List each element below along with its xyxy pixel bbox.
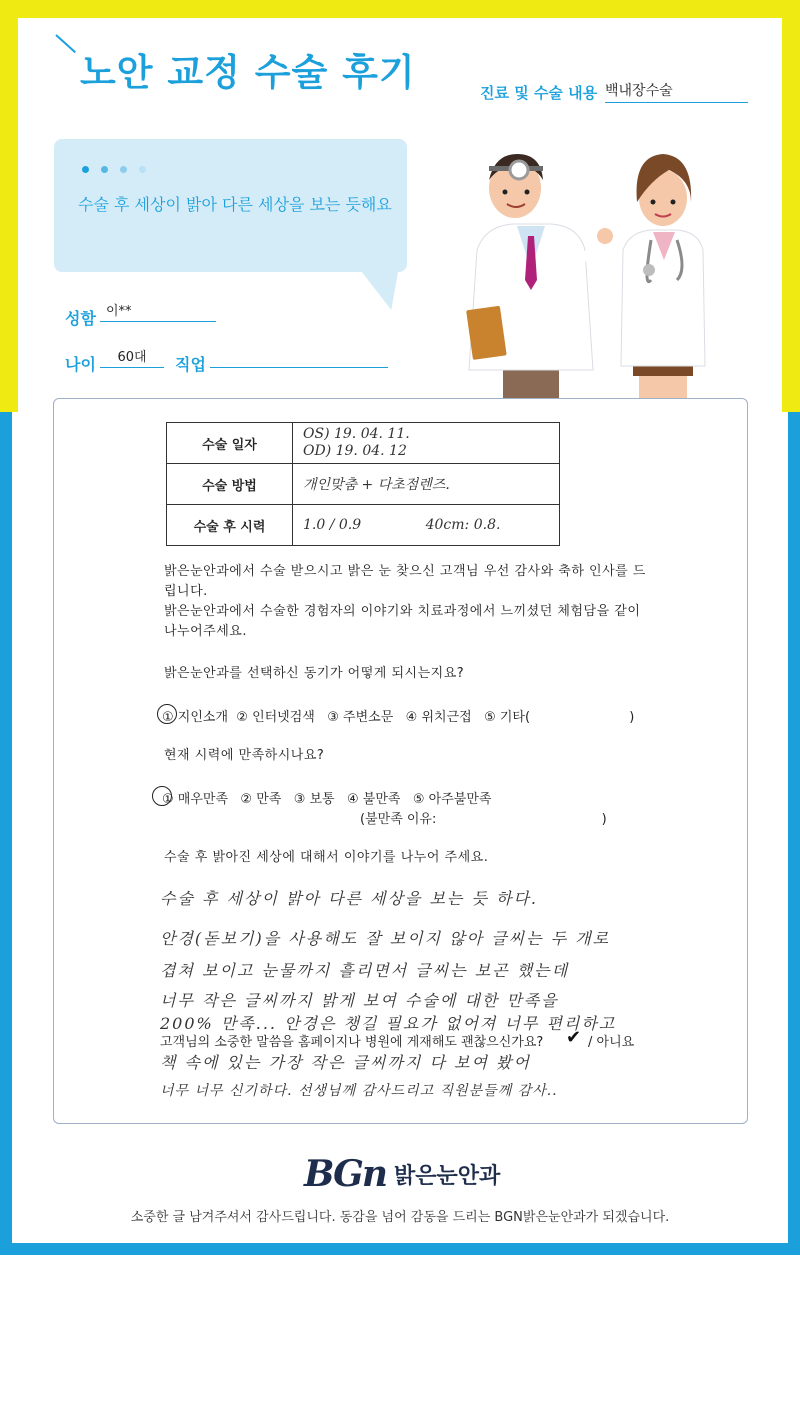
motive-options: ① 지인소개 ② 인터넷검색 ③ 주변소문 ④ 위치근접 ⑤ 기타( ) [162, 710, 635, 725]
satisfaction-options: ① 매우만족 ② 만족 ③ 보통 ④ 불만족 ⑤ 아주불만족 [162, 792, 492, 807]
dissatisfaction-reason: (불만족 이유: ) [360, 812, 607, 827]
surgery-method-value: 개인맞춤 + 다초점렌즈. [293, 464, 560, 505]
surgery-method-label: 수술 방법 [167, 464, 293, 505]
name-label: 성함 [65, 309, 96, 328]
surgery-date-os: OS) 19. 04. 11. [303, 426, 410, 442]
table-row [167, 505, 560, 546]
check-icon: ✔ [566, 1027, 582, 1048]
intro-line-3: 밝은눈안과에서 수술한 경험자의 이야기와 치료과정에서 느끼셨던 체험담을 같이 [164, 604, 641, 619]
frame-bottom-border [0, 1243, 800, 1255]
bubble-quote: 수술 후 세상이 밝아 다른 세상을 보는 듯해요 [78, 195, 392, 214]
post-vision-label: 수술 후 시력 [167, 505, 293, 546]
post-vision-far: 1.0 / 0.9 [303, 517, 362, 533]
job-label: 직업 [175, 355, 206, 374]
question-story: 수술 후 밝아진 세상에 대해서 이야기를 나누어 주세요. [164, 850, 489, 865]
age-field: 60대 [100, 346, 164, 368]
consent-question: 고객님의 소중한 말씀을 홈페이지나 병원에 게재해도 괜찮으신가요? [160, 1035, 544, 1050]
age-label: 나이 [65, 355, 96, 374]
handwritten-line: 너무 너무 신기하다. 선생님께 감사드리고 직원분들께 감사.. [160, 1083, 558, 1099]
dot [120, 166, 127, 173]
name-field: 이** [100, 300, 216, 322]
intro-line-1: 밝은눈안과에서 수술 받으시고 밝은 눈 찾으신 고객님 우선 감사와 축하 인사를 드 [164, 564, 646, 579]
table-row [167, 423, 560, 464]
surgery-date-value [293, 423, 560, 464]
footer-thanks: 소중한 글 남겨주셔서 감사드립니다. 동감을 넘어 감동을 드리는 BGN밝은눈안과가 되겠습니다. [130, 1210, 670, 1225]
frame-right-border-yellow [782, 0, 800, 412]
clinic-logo [304, 1153, 500, 1195]
treatment-label: 진료 및 수술 내용 [480, 84, 598, 102]
handwritten-line: 너무 작은 글씨까지 밝게 보여 수술에 대한 만족을 [160, 991, 559, 1010]
intro-line-4: 나누어주세요. [164, 624, 247, 639]
treatment-value: 백내장수술 [605, 80, 748, 103]
male-doctor-icon [466, 154, 613, 412]
dot [101, 166, 108, 173]
handwritten-line: 수술 후 세상이 밝아 다른 세상을 보는 듯 하다. [160, 889, 538, 908]
post-vision-value [293, 505, 560, 546]
frame-right-border-blue [788, 412, 800, 1255]
handwritten-line: 안경(돋보기)을 사용해도 잘 보이지 않아 글씨는 두 개로 [160, 929, 611, 948]
table-row [167, 464, 560, 505]
logo-name: 밝은눈안과 [394, 1163, 501, 1189]
job-field [210, 346, 388, 368]
intro-line-2: 립니다. [164, 584, 208, 599]
dot [139, 166, 146, 173]
handwritten-line: 겹쳐 보이고 눈물까지 흘리면서 글씨는 보곤 했는데 [160, 961, 570, 980]
handwritten-line: 200% 만족... 안경은 챙길 필요가 없어져 너무 편리하고 [160, 1014, 617, 1033]
page-title: 노안 교정 수술 후기 [80, 51, 416, 94]
doctors-illustration [455, 140, 755, 412]
dot [82, 166, 89, 173]
surgery-date-label: 수술 일자 [167, 423, 293, 464]
frame-left-border-blue [0, 412, 12, 1255]
post-vision-near: 40cm: 0.8. [425, 517, 501, 533]
surgery-date-od: OD) 19. 04. 12 [303, 443, 407, 459]
frame-top-border [0, 0, 800, 18]
female-doctor-icon [621, 154, 705, 412]
consent-options: / 아니요 [588, 1035, 635, 1050]
logo-mark: BGn [304, 1153, 387, 1195]
surgery-info-table [166, 422, 560, 546]
speech-bubble-tail [351, 268, 398, 310]
bubble-dots [82, 166, 146, 173]
question-satisfaction: 현재 시력에 만족하시나요? [164, 748, 325, 763]
handwritten-line: 책 속에 있는 가장 작은 글씨까지 다 보여 봤어 [160, 1053, 531, 1072]
frame-left-border-yellow [0, 0, 18, 412]
question-motive: 밝은눈안과를 선택하신 동기가 어떻게 되시는지요? [164, 666, 465, 681]
